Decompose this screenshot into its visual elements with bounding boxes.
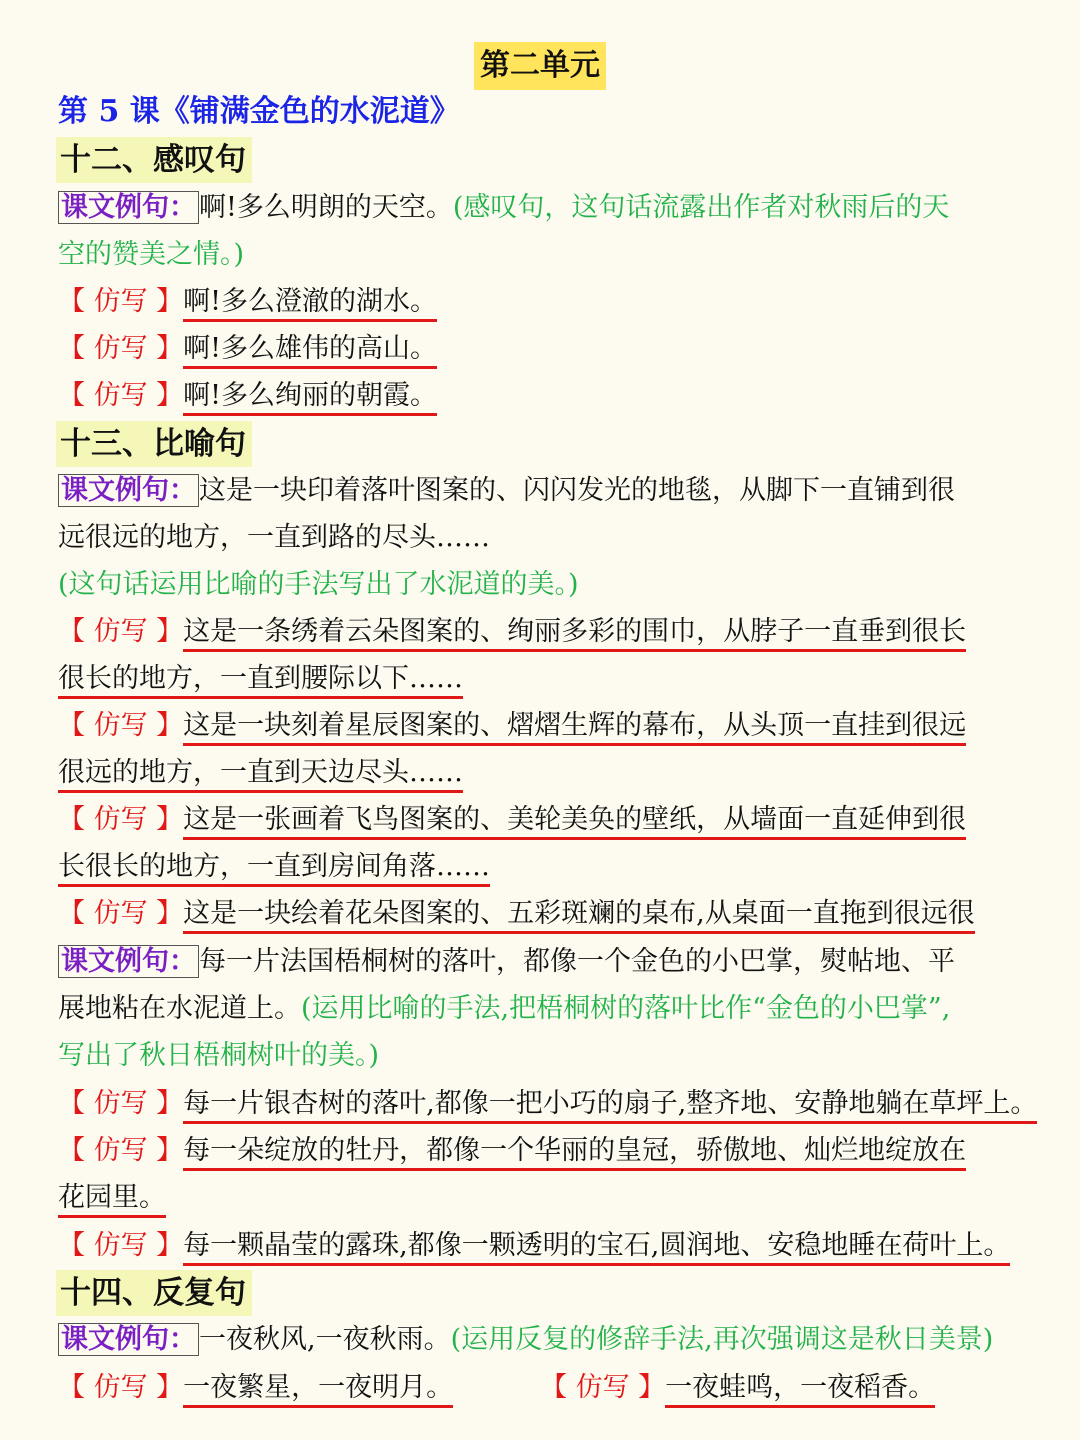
s14-imitation-2 [540,1368,935,1408]
imitation-label: 【 仿写 】 [58,1135,184,1166]
section-heading-exclamatory: 十二、感叹句 [56,137,252,183]
s13-imitation-1-cont [58,659,463,699]
s13-imitation-2 [58,706,966,746]
s14-example-note: (运用反复的修辞手法,再次强调这是秋日美景) [450,1324,994,1355]
imitation-label: 【 仿写 】 [58,380,184,411]
s13-example-2 [58,942,955,982]
s13-imit3-line1: 这是一张画着飞鸟图案的、美轮美奂的壁纸，从墙面一直延伸到很 [183,804,966,840]
s13-ex2-line2-note: (运用比喻的手法,把梧桐树的落叶比作“金色的小巴掌”, [301,993,951,1024]
s12-example [58,188,949,228]
s13-imit2-line1: 这是一块刻着星辰图案的、熠熠生辉的幕布，从头顶一直挂到很远 [183,710,966,746]
s13-imitation-2-cont [58,753,463,793]
imitation-label: 【 仿写 】 [58,616,184,647]
unit-title: 第二单元 [474,42,606,90]
s12-imitation-1 [58,282,437,322]
s13-imit1-line1: 这是一条绣着云朵图案的、绚丽多彩的围巾，从脖子一直垂到很长 [183,616,966,652]
s12-example-text: 啊!多么明朗的天空。 [199,192,453,223]
lesson-title: 第 5 课《铺满金色的水泥道》 [58,94,460,129]
s12-example-note-1: (感叹句，这句话流露出作者对秋雨后的天 [452,192,950,223]
s13-imit7: 每一颗晶莹的露珠,都像一颗透明的宝石,圆润地、安稳地睡在荷叶上。 [183,1230,1010,1266]
imitation-label: 【 仿写 】 [58,1372,184,1403]
s13-ex1-line2: 远很远的地方，一直到路的尽头…… [58,522,490,553]
s13-imitation-3-cont [58,847,490,887]
s14-imitation-text: 一夜繁星，一夜明月。 [183,1372,453,1408]
imitation-label: 【 仿写 】 [58,333,184,364]
s13-ex2-line3-note: 写出了秋日梧桐树叶的美。) [58,1040,380,1071]
s13-imit1-line2: 很长的地方，一直到腰际以下…… [58,663,463,699]
s14-imitation-1 [58,1368,453,1408]
s13-imit6-line2: 花园里。 [58,1182,166,1218]
s13-ex2-line1: 每一片法国梧桐树的落叶，都像一个金色的小巴掌，熨帖地、平 [199,946,955,977]
s13-imitation-5 [58,1084,1037,1124]
s13-imit3-line2: 长很长的地方，一直到房间角落…… [58,851,490,887]
section-heading-metaphor: 十三、比喻句 [56,421,252,467]
example-label: 课文例句： [58,474,199,507]
imitation-label: 【 仿写 】 [58,1230,184,1261]
s13-imit5: 每一片银杏树的落叶,都像一把小巧的扇子,整齐地、安静地躺在草坪上。 [183,1088,1037,1124]
s14-example-text: 一夜秋风,一夜秋雨。 [199,1324,451,1355]
example-label: 课文例句： [58,945,199,978]
s13-imit4-line1: 这是一块绘着花朵图案的、五彩斑斓的桌布,从桌面一直拖到很远很 [183,898,975,934]
s13-imitation-3 [58,800,966,840]
s13-imit2-line2: 很远的地方，一直到天边尽头…… [58,757,463,793]
imitation-label: 【 仿写 】 [58,898,184,929]
s12-imitation-text: 啊!多么雄伟的高山。 [183,333,437,369]
example-label: 课文例句： [58,1323,199,1356]
example-label: 课文例句： [58,191,199,224]
s13-imitation-1 [58,612,966,652]
imitation-label: 【 仿写 】 [58,804,184,835]
s12-imitation-text: 啊!多么澄澈的湖水。 [183,286,437,322]
s13-ex2-line2 [58,989,950,1029]
s12-imitation-2 [58,329,437,369]
s13-imitation-6-cont [58,1178,166,1218]
s14-imitation-text: 一夜蛙鸣，一夜稻香。 [665,1372,935,1408]
s13-example-1 [58,471,955,511]
s12-imitation-text: 啊!多么绚丽的朝霞。 [183,380,437,416]
s12-example-note-2: 空的赞美之情。) [58,239,245,270]
imitation-label: 【 仿写 】 [58,286,184,317]
s12-imitation-3 [58,376,437,416]
imitation-label: 【 仿写 】 [540,1372,666,1403]
s14-example [58,1320,993,1360]
s13-ex2-line2-text: 展地粘在水泥道上。 [58,993,301,1024]
s13-imitation-4 [58,894,975,934]
s13-imitation-6 [58,1131,966,1171]
s13-ex1-line1: 这是一块印着落叶图案的、闪闪发光的地毯，从脚下一直铺到很 [199,475,955,506]
imitation-label: 【 仿写 】 [58,1088,184,1119]
s13-ex1-note: (这句话运用比喻的手法写出了水泥道的美。) [58,569,579,600]
s13-imit6-line1: 每一朵绽放的牡丹，都像一个华丽的皇冠，骄傲地、灿烂地绽放在 [183,1135,966,1171]
section-heading-repetition: 十四、反复句 [56,1270,252,1316]
s13-imitation-7 [58,1226,1010,1266]
imitation-label: 【 仿写 】 [58,710,184,741]
